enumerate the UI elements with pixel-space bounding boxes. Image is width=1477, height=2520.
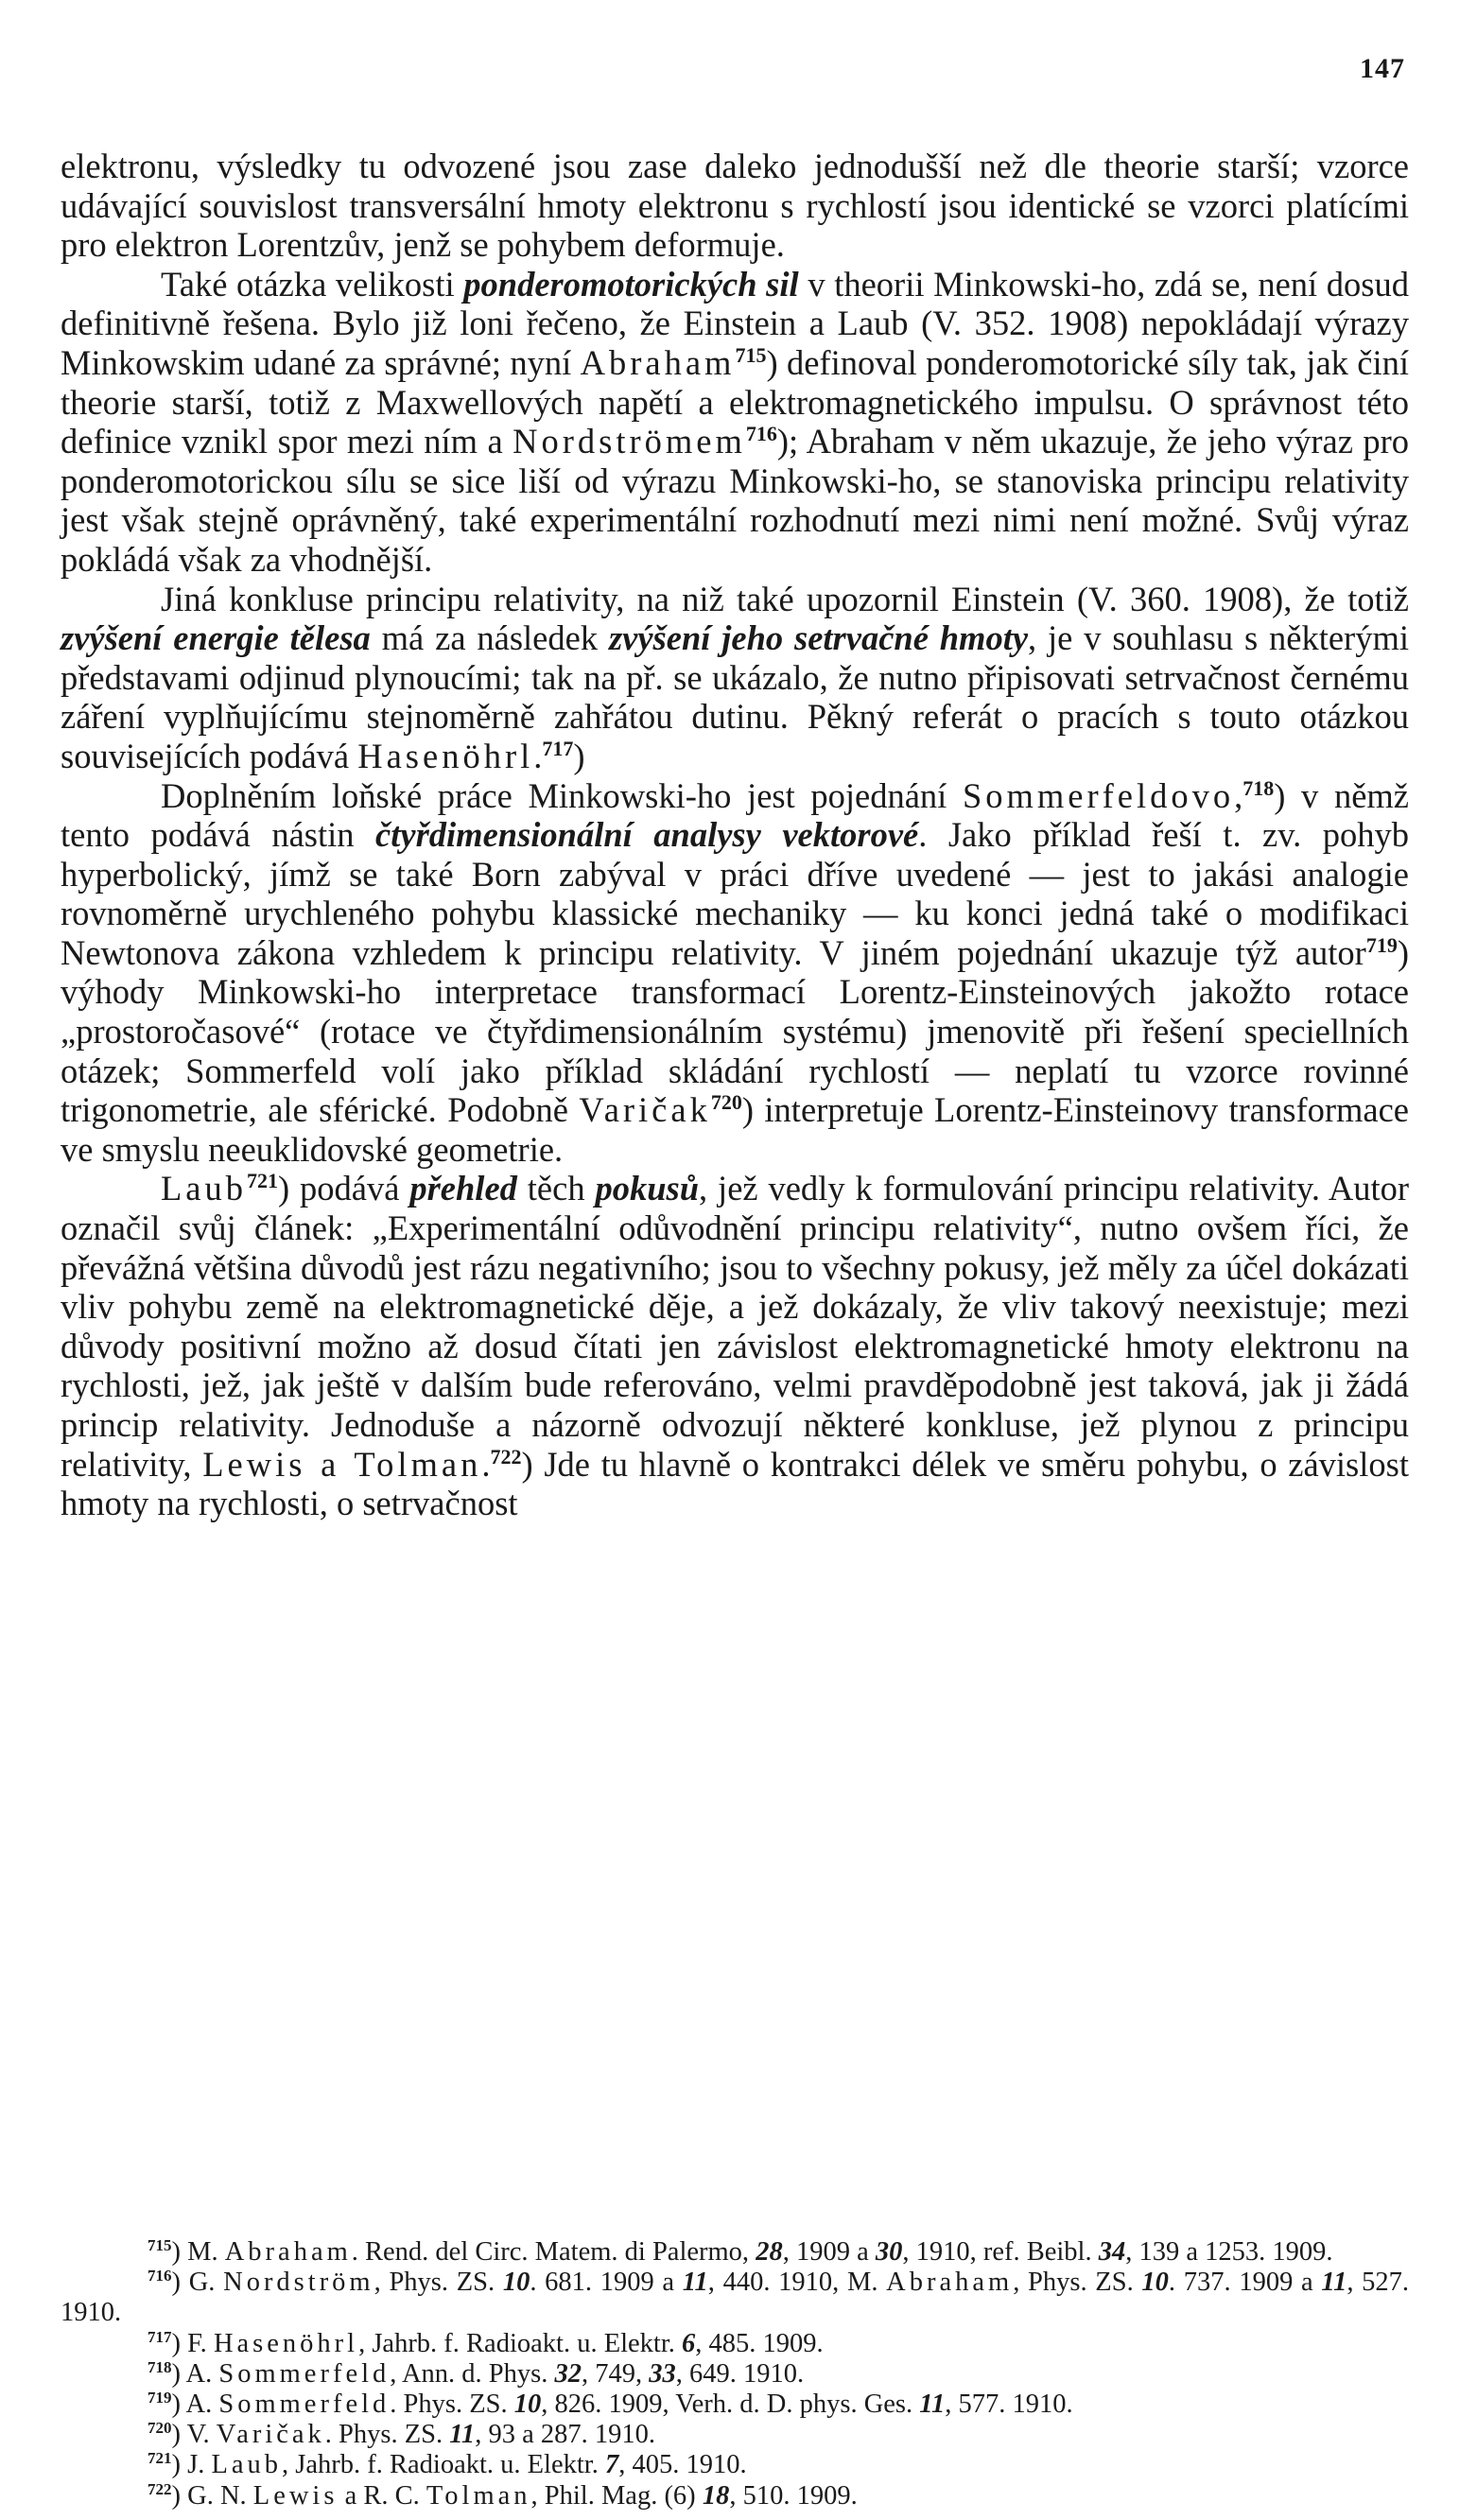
footnote-text: . 737. 1909 a [1168,2268,1322,2298]
footnote-text: , 826. 1909, Verh. d. D. phys. Ges. [541,2390,920,2420]
text-run: ); Abraham v něm ukazuje, že jeho výraz pro ponderomotorickou sílu se sice liší od výrazu Minkowski-ho, se stanoviska principu relativity jest však stejně oprávněný, také experimentální rozhodnutí mezi nimi není možné. Svůj výraz pokládá však za vhodnější. [61,422,1410,579]
volume-number: 10 [1141,2268,1169,2298]
footnote-text: a R. C. [338,2480,426,2511]
footnote-text: , 93 a 287. 1910. [475,2420,655,2450]
text-run: . Jako příklad řeší t. zv. pohyb hyperbolický, jímž se také Born zabýval v práci dříve uvedené — jest to jakási analogie rovnoměrně urychleného pohybu klassické mechaniky — ku konci jedná také o modifikaci Newtonova zákona vzhledem k principu relativity. V jiném pojednání ukazuje týž autor [61,815,1410,972]
footnote-reference: 722 [490,1444,522,1469]
footnote-text: , 405. 1910. [618,2450,747,2480]
text-run: Jiná konkluse principu relativity, na niž také upozornil Einstein (V. 360. 1908), že totiž [161,579,1409,618]
footnote-text: ) A. [171,2390,219,2420]
body-text [61,147,1409,1523]
spaced-name: Sommerfeld [218,2390,391,2420]
volume-number: 6 [682,2328,696,2358]
volume-number: 18 [702,2480,730,2511]
footnote-text: . Rend. del Circ. Matem. di Palermo, [351,2237,756,2267]
footnote-mark: 715 [148,2236,172,2254]
footnote-text: , 749, [581,2358,650,2389]
text-run: . [533,736,543,775]
text-run: ) interpretuje Lorentz-Einsteinovy transformace ve smyslu neeuklidovské geometrie. [61,1090,1409,1169]
footnote-reference: 717 [542,736,574,760]
text-run: v theorii Minkowski-ho, zdá se, není dosud definitivně řešena. Bylo již loni řečeno, že Einstein a Laub (V. 352. 1908) nepokládají výrazy Minkowskim udané za správné; nyní [61,264,1410,382]
text-run: ) podává [278,1169,410,1208]
spaced-name: Abraham [580,342,736,382]
spaced-name: Hasenöhrl [213,2328,359,2358]
footnote-mark: 716 [148,2267,172,2285]
emphasis-text: přehled [409,1169,517,1208]
footnote-text: ) F. [171,2328,214,2358]
footnote-text: . Phys. ZS. [390,2390,514,2420]
text-run: . [481,1444,491,1484]
spaced-name: Laub [161,1169,247,1208]
spaced-name: Abraham [886,2268,1014,2298]
footnote-text: , 649. 1910. [675,2358,805,2389]
footnote-reference: 718 [1242,775,1275,800]
footnotes [61,2237,1409,2511]
spaced-name: Sommerfeld [218,2358,391,2389]
volume-number: 11 [1321,2268,1347,2298]
text-run: elektronu, výsledky tu odvozené jsou zase daleko jednodušší než dle theorie starší; vzorce udávající souvislost transversální hmoty elektronu s rychlostí jsou identické se vzorci platícími pro elektron Lorentzův, jenž se pohybem deformuje. [61,147,1409,265]
text-run: Doplněním loňské práce Minkowski-ho jest pojednání [161,775,963,815]
footnote-reference: 715 [735,342,767,367]
footnote-mark: 718 [148,2357,172,2376]
text-run: Také otázka velikosti [161,264,464,304]
volume-number: 10 [502,2268,530,2298]
spaced-name: Sommerfeldovo [962,775,1235,815]
volume-number: 11 [449,2420,476,2450]
emphasis-text: čtyřdimensionální analysy vektorové [375,815,919,855]
text-run: má za následek [370,618,609,658]
spaced-name: Nordströmem [513,422,746,461]
footnote-text: . Phys. ZS. [324,2420,450,2450]
emphasis-text: zvýšení jeho setrvačné hmoty [608,618,1029,658]
footnote [61,2237,1409,2268]
text-run: , jež vedly k formulování principu relativity. Autor označil svůj článek: „Experimentální odůvodnění principu relativity“, nutno ovšem říci, že převážná většina důvodů jest rázu negativního; jsou to všechny pokusy, jež měly za účel dokázati vliv pohybu země na elektromagnetické děje, a jež dokázaly, že vliv takový neexistuje; mezi důvody positivní možno až dosud čítati jen závislost elektromagnetické hmoty elektronu na rychlosti, jež, jak ještě v dalším bude referováno, velmi pravděpodobně jest taková, jak ji žádá princip relativity. Jednoduše a názorně odvozují některé konkluse, jež plynou z principu relativity, [61,1169,1409,1484]
footnote-text: , Phys. ZS. [374,2268,503,2298]
footnote-text: ) G. N. [171,2480,253,2511]
footnote-mark: 721 [148,2449,172,2468]
emphasis-text: zvýšení energie tělesa [61,618,371,658]
emphasis-text: ponderomotorických sil [463,264,799,304]
text-run: ) definoval ponderomotorické síly tak, jak činí theorie starší, totiž z Maxwellových napětí a elektromagnetického impulsu. O správnost této definice vznikl spor mezi ním a [61,342,1409,461]
footnote [61,2329,1409,2359]
text-run: těch [516,1169,596,1208]
volume-number: 34 [1098,2237,1126,2267]
spaced-name: Abraham [224,2237,352,2267]
spaced-name: Varičak [216,2420,325,2450]
paragraph [61,776,1409,1170]
text-run: ) Jde tu hlavně o kontrakci délek ve směru pohybu, o závislost hmoty na rychlosti, o setrvačnost [61,1444,1409,1523]
footnote-text: , Jahrb. f. Radioakt. u. Elektr. [358,2328,683,2358]
footnote-text: ) M. [171,2237,225,2267]
footnote-mark: 717 [148,2327,172,2346]
footnote-reference: 720 [710,1090,742,1115]
footnote-text: , Jahrb. f. Radioakt. u. Elektr. [282,2450,605,2480]
spaced-name: Lewis a Tolman [202,1444,482,1484]
footnote-text: , 485. 1909. [695,2328,824,2358]
footnote-text: ) V. [171,2420,217,2450]
text-run: , je v souhlasu s některými představami odjinud plynoucími; tak na př. se ukázalo, že nutno připisovati setrvačnost černému záření vyplňujícímu stejnoměrně zahřátou dutinu. Pěkný referát o pracích s touto otázkou souvisejících podává [61,618,1409,775]
spaced-name: Nordström [223,2268,374,2298]
page-number: 147 [1360,53,1405,84]
volume-number: 7 [604,2450,619,2480]
footnote-mark: 719 [148,2389,172,2407]
spaced-name: Varičak [579,1090,711,1130]
footnote-text: , 1909 a [782,2237,876,2267]
text-run: , [1234,775,1243,815]
footnote-text: , 527. 1910. [61,2268,1410,2328]
footnote [61,2268,1409,2328]
spaced-name: Tolman [426,2480,531,2511]
footnote [61,2420,1409,2450]
emphasis-text: pokusů [595,1169,700,1208]
footnote-mark: 720 [148,2419,172,2438]
footnote-text: , 440. 1910, M. [707,2268,887,2298]
volume-number: 11 [919,2390,946,2420]
volume-number: 11 [682,2268,708,2298]
footnote [61,2481,1409,2511]
footnote-text: . 681. 1909 a [530,2268,683,2298]
footnote-mark: 722 [148,2479,172,2498]
spaced-name: Lewis [252,2480,339,2511]
volume-number: 28 [756,2237,783,2267]
volume-number: 10 [513,2390,542,2420]
footnote-reference: 716 [745,422,777,446]
spaced-name: Laub [211,2450,283,2480]
text-run: ) [573,736,585,775]
paragraph [61,1169,1409,1522]
text-run: ) výhody Minkowski-ho interpretace transformací Lorentz-Einsteinových jakožto rotace „prostoročasové“ (rotace ve čtyřdimensionálním systému) jmenovitě při řešení speciellních otázek; Sommerfeld volí jako příklad skládání rychlostí — neplatí tu vzorce rovinné trigonometrie, ale sférické. Podobně [61,932,1409,1130]
footnote-text: , Phil. Mag. (6) [530,2480,703,2511]
paragraph [61,147,1409,265]
footnote-reference: 719 [1365,932,1398,957]
footnote-text: , 139 a 1253. 1909. [1125,2237,1333,2267]
footnote-text: , Ann. d. Phys. [390,2358,555,2389]
footnote [61,2450,1409,2480]
footnote-reference: 721 [247,1169,278,1193]
footnote [61,2390,1409,2420]
footnote-text: , 1910, ref. Beibl. [902,2237,1099,2267]
paragraph [61,265,1409,580]
volume-number: 30 [875,2237,903,2267]
footnote-text: ) A. [171,2358,219,2389]
paragraph [61,580,1409,776]
footnote-text: ) G. [171,2268,224,2298]
volume-number: 33 [649,2358,676,2389]
footnote [61,2359,1409,2390]
footnote-text: , 577. 1910. [945,2390,1073,2420]
footnote-text: ) J. [171,2450,212,2480]
footnote-text: , Phys. ZS. [1013,2268,1142,2298]
footnote-text: , 510. 1909. [729,2480,858,2511]
volume-number: 32 [554,2358,582,2389]
text-run: ) v němž tento podává nástin [61,775,1409,855]
spaced-name: Hasenöhrl [357,736,534,775]
